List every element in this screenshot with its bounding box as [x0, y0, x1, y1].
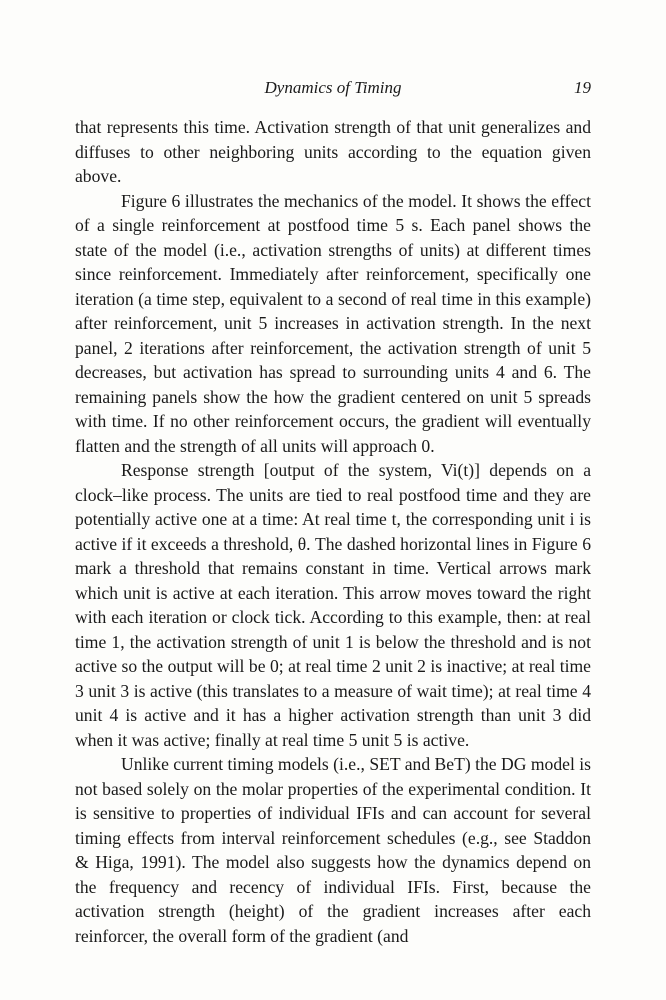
page-number: 19: [574, 78, 591, 97]
body-text: [75, 115, 591, 948]
paragraph-continuation: that represents this time. Activation strength of that unit generalizes and diffuses to other neighboring units according to the equation given above.: [75, 117, 591, 186]
paragraph-response-strength: Response strength [output of the system, Vi(t)] depends on a clock–like process. The units are tied to real postfood time and they are potentially active one at a time: At real time t, the corresponding unit i is active if it exceeds a threshold, θ. The dashed horizontal lines in Figure 6 mark a threshold that remains constant in time. Vertical arrows mark which unit is active at each iteration. This arrow moves toward the right with each iteration or clock tick. According to this example, then: at real time 1, the activation strength of unit 1 is below the threshold and is not active so the output will be 0; at real time 2 unit 2 is inactive; at real time 3 unit 3 is active (this translates to a measure of wait time); at real time 4 unit 4 is active and it has a higher activation strength than unit 3 did when it was active; finally at real time 5 unit 5 is active.: [75, 460, 591, 750]
running-head: [75, 76, 591, 100]
running-title: Dynamics of Timing: [264, 78, 402, 97]
paragraph-figure-6-mechanics: Figure 6 illustrates the mechanics of the model. It shows the effect of a single reinforcement at postfood time 5 s. Each panel shows the state of the model (i.e., activation strengths of units) at different times since reinforcement. Immediately after reinforcement, specifically one iteration (a time step, equivalent to a second of real time in this example) after reinforcement, unit 5 increases in activation strength. In the next panel, 2 iterations after reinforcement, the activation strength of unit 5 decreases, but activation has spread to surrounding units 4 and 6. The remaining panels show the how the gradient centered on unit 5 spreads with time. If no other reinforcement occurs, the gradient will eventually flatten and the strength of all units will approach 0.: [75, 190, 591, 456]
paragraph-dg-model-comparison: Unlike current timing models (i.e., SET and BeT) the DG model is not based solely on the molar properties of the experimental condition. It is sensitive to properties of individual IFIs and can account for several timing effects from interval reinforcement schedules (e.g., see Staddon & Higa, 1991). The model also suggests how the dynamics depend on the frequency and recency of individual IFIs. First, because the activation strength (height) of the gradient increases after each reinforcer, the overall form of the gradient (and: [75, 754, 591, 946]
